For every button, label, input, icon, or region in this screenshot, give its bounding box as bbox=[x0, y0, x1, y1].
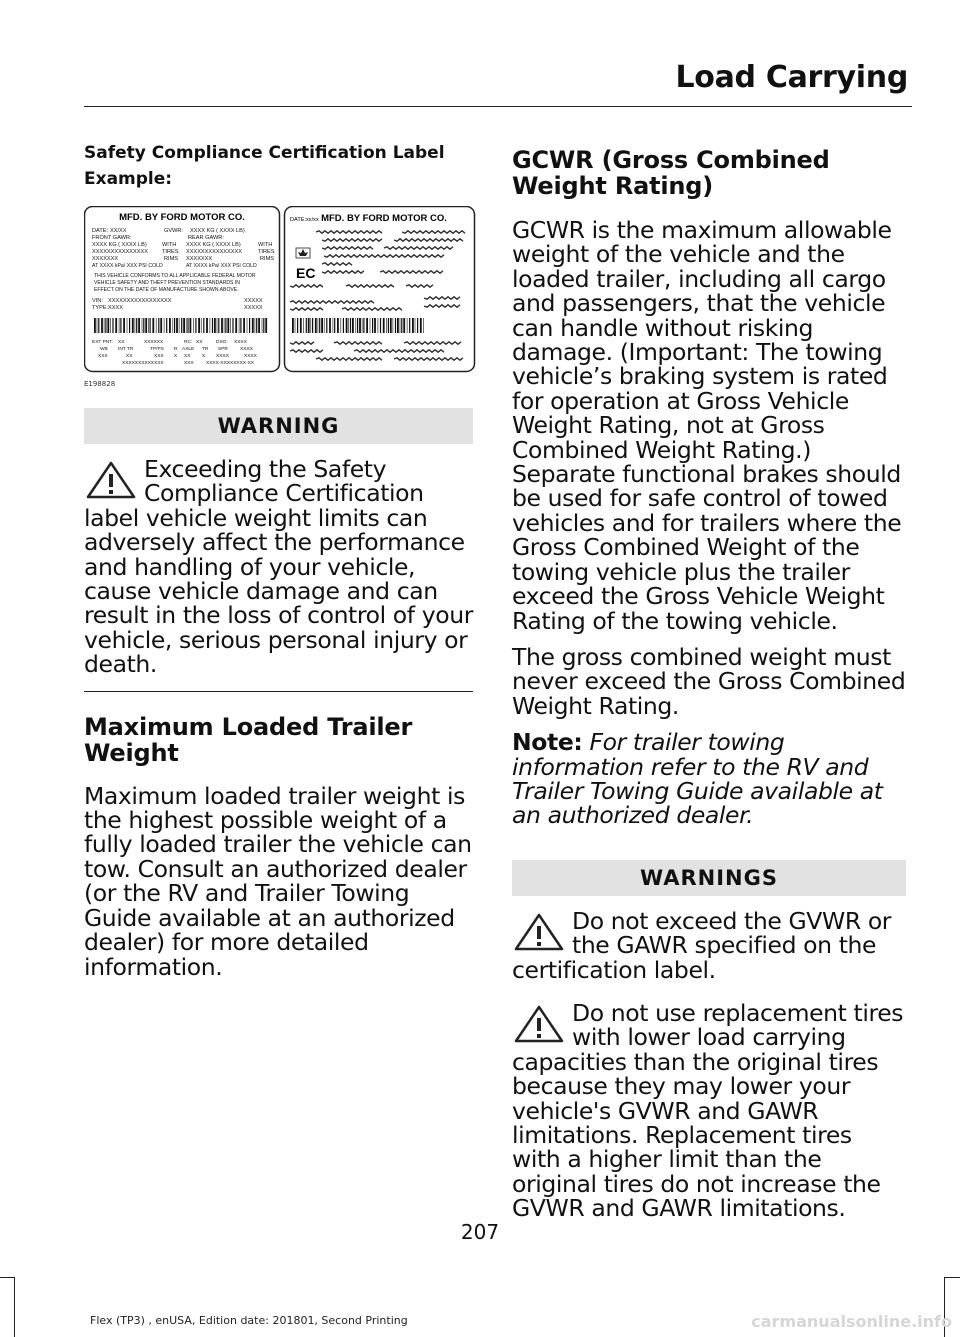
warning-1-text: Do not exceed the GVWR or the GAWR specified on the certification label. bbox=[512, 906, 892, 984]
warning-triangle-icon bbox=[512, 1004, 566, 1044]
us-label-type-val: XXXX bbox=[108, 305, 123, 311]
us-label-with-2: WITH bbox=[258, 242, 273, 248]
us-label-date: DATE: bbox=[92, 228, 109, 234]
warning-2-text: Do not use replacement tires with lower load carrying capacities than the original tires because they may lower your vehicle's GVWR and GAWR limitations. Replacement tires with a higher limit than the original tires do not increase the GVWR and GAWR limitations. bbox=[512, 998, 904, 1223]
us-label-tr-val: X bbox=[202, 354, 206, 359]
canada-maple-emblem bbox=[296, 248, 310, 258]
us-label-vin-val: XXXXXXXXXXXXXXXXX bbox=[108, 298, 172, 304]
us-label-spr-x: XXXX bbox=[216, 354, 229, 359]
us-label-bottom-b: XXXX-XXXXXXXX-XX bbox=[206, 361, 254, 366]
us-label-front-x: XXXXXXXXXXXXXXX bbox=[92, 249, 148, 255]
label-illustration bbox=[84, 206, 476, 376]
label-heading: Safety Compliance Certification Label bbox=[84, 143, 445, 163]
warnings-heading: WARNINGS bbox=[512, 860, 906, 896]
us-label-vin: VIN: bbox=[92, 298, 103, 304]
us-label-date-val: XX/XX bbox=[110, 228, 127, 234]
warning-block-2 bbox=[512, 998, 906, 1223]
us-label-with-1: WITH bbox=[162, 242, 177, 248]
page-header bbox=[0, 0, 960, 108]
us-label-bottom-a: XXXXXXXXXXXXX bbox=[122, 361, 164, 366]
gcwr-body-1: GCWR is the maximum allowable weight of the vehicle and the loaded trailer, including all cargo and passengers, that the vehicle can handle without risking damage. (Important: The towing vehicle’s braking system is rated for operation at Gross Vehicle Weight Rating, not at Gross Combined Weight Rating.) Separate functional brakes should be used for safe control of towed vehicles and for trailers where the Gross Combined Weight of the towing vehicle plus the trailer exceed the Gross Vehicle Weight Rating of the towing vehicle. bbox=[512, 216, 902, 635]
us-label-at-rear: AT XXXX kPa/ XXX PSI COLD bbox=[186, 263, 257, 269]
warning-triangle-icon bbox=[512, 912, 566, 952]
header-divider bbox=[84, 106, 912, 107]
section-title: Load Carrying bbox=[675, 60, 908, 95]
canada-label-mark: EC bbox=[296, 265, 316, 281]
us-label-gvwr: GVWR: bbox=[164, 228, 183, 234]
us-label-int-val: XX bbox=[126, 354, 133, 359]
us-label-conform-3: EFFECT ON THE DATE OF MANUFACTURE SHOWN ABOVE. bbox=[94, 287, 239, 293]
us-label-last-val: XXXX bbox=[244, 354, 257, 359]
example-label: Example: bbox=[84, 169, 173, 189]
canada-label-maker: MFD. BY FORD MOTOR CO. bbox=[321, 213, 447, 224]
us-label-conform-2: VEHICLE SAFETY AND THEFT PREVENTION STANDARDS IN bbox=[94, 280, 240, 286]
us-label-rear-xs: XXXXXXX bbox=[186, 256, 213, 262]
us-label-rear-gawr: REAR GAWR: bbox=[188, 235, 224, 241]
note bbox=[512, 730, 906, 828]
figure-code: E198828 bbox=[84, 380, 116, 388]
trailer-heading: Maximum Loaded Trailer Weight bbox=[84, 712, 413, 767]
us-label-rims-1: RIMS bbox=[164, 256, 178, 262]
us-label-at-front: AT XXXX kPa/ XXX PSI COLD bbox=[92, 263, 163, 269]
us-label-front-xs: XXXXXXX bbox=[92, 256, 119, 262]
us-label-tires-1: TIRES bbox=[162, 249, 179, 255]
us-label-barcode bbox=[92, 316, 268, 334]
us-label-front-gawr: FRONT GAWR: bbox=[92, 235, 132, 241]
us-label-r-val: X bbox=[174, 354, 178, 359]
us-label-rc-val: XX bbox=[196, 340, 203, 345]
us-label-rims-2: RIMS bbox=[260, 256, 274, 262]
us-label-r: R bbox=[174, 347, 178, 352]
gcwr-body-2: The gross combined weight must never exceed the Gross Combined Weight Rating. bbox=[512, 642, 906, 720]
warning-text: Exceeding the Safety Compliance Certification label vehicle weight limits can adversely affect the performance and handling of your vehicle, cause vehicle damage and can result in the loss of control of your vehicle, serious personal injury or death. bbox=[84, 455, 473, 679]
us-label-wb: WB bbox=[100, 347, 108, 352]
edition-footer: Flex (TP3) , enUSA, Edition date: 201801, Second Printing bbox=[90, 1314, 408, 1327]
us-label-axle-val: XX bbox=[184, 354, 191, 359]
watermark-text: carmanualsonline.info bbox=[751, 1312, 952, 1331]
warning-block-1 bbox=[512, 906, 906, 984]
left-column bbox=[84, 140, 473, 979]
us-label-bottom-mid: XXX bbox=[184, 361, 194, 366]
note-label: Note: bbox=[512, 728, 583, 757]
us-label-box-1: XXXXX bbox=[244, 298, 263, 304]
us-label-ext-pnt: EXT PNT: bbox=[92, 340, 113, 345]
us-label-tp-val: XXX bbox=[154, 354, 164, 359]
us-label-gvwr-val: XXXX KG ( XXXX LB) bbox=[190, 228, 245, 234]
us-label-rear-x: XXXXXXXXXXXXXXX bbox=[186, 249, 242, 255]
us-label-front-kg: XXXX KG ( XXXX LB) bbox=[92, 242, 147, 248]
us-label-dso: DSO: bbox=[216, 340, 228, 345]
us-label-xxxxxx: XXXXXX bbox=[144, 340, 164, 345]
us-label-type: TYPE: bbox=[92, 305, 109, 311]
us-label-box-2: XXXXX bbox=[244, 305, 263, 311]
crop-mark-left bbox=[0, 1277, 14, 1278]
us-label-conform-1: THIS VEHICLE CONFORMS TO ALL APPLICABLE FEDERAL MOTOR bbox=[94, 273, 256, 279]
warning-block bbox=[84, 457, 473, 677]
crop-mark-right bbox=[944, 1277, 960, 1278]
us-label-tr: TR bbox=[202, 347, 209, 352]
warning-heading: WARNING bbox=[84, 408, 473, 444]
canada-label-date: DATE: bbox=[290, 217, 307, 223]
page-number: 207 bbox=[460, 1220, 500, 1244]
trailer-body: Maximum loaded trailer weight is the highest possible weight of a fully loaded trailer the vehicle can tow. Consult an authorized dealer (or the RV and Trailer Towing Guide available at an authorized dealer) for more detailed information. bbox=[84, 781, 472, 981]
crop-mark-left-vertical bbox=[14, 1277, 15, 1337]
right-column bbox=[512, 140, 906, 1221]
us-label-tp-ps: TP/PS bbox=[150, 347, 164, 352]
gcwr-heading: GCWR (Gross Combined Weight Rating) bbox=[512, 146, 830, 200]
us-label-spr: SPR bbox=[218, 347, 228, 352]
note-text: For trailer towing information refer to the RV and Trailer Towing Guide available at an authorized dealer. bbox=[512, 728, 883, 830]
us-label-rc: RC: bbox=[184, 340, 193, 345]
certification-label-figure bbox=[84, 206, 476, 388]
us-label-dso-val: XXXX bbox=[234, 340, 247, 345]
us-label-axle: AXLE bbox=[182, 347, 195, 352]
warning-triangle-icon bbox=[84, 460, 138, 500]
us-label-tires-2: TIRES bbox=[258, 249, 275, 255]
us-label-maker: MFD. BY FORD MOTOR CO. bbox=[119, 212, 245, 223]
us-label-int-tr: INT TR bbox=[118, 347, 134, 352]
us-label-wb-val: XXX bbox=[98, 354, 108, 359]
us-label-rear-kg: XXXX KG ( XXXX LB) bbox=[186, 242, 241, 248]
us-label-ext-val: XX bbox=[118, 340, 125, 345]
us-label-spr-val: XXXX bbox=[240, 347, 253, 352]
canada-label-date-val: xx/xx bbox=[306, 217, 319, 223]
